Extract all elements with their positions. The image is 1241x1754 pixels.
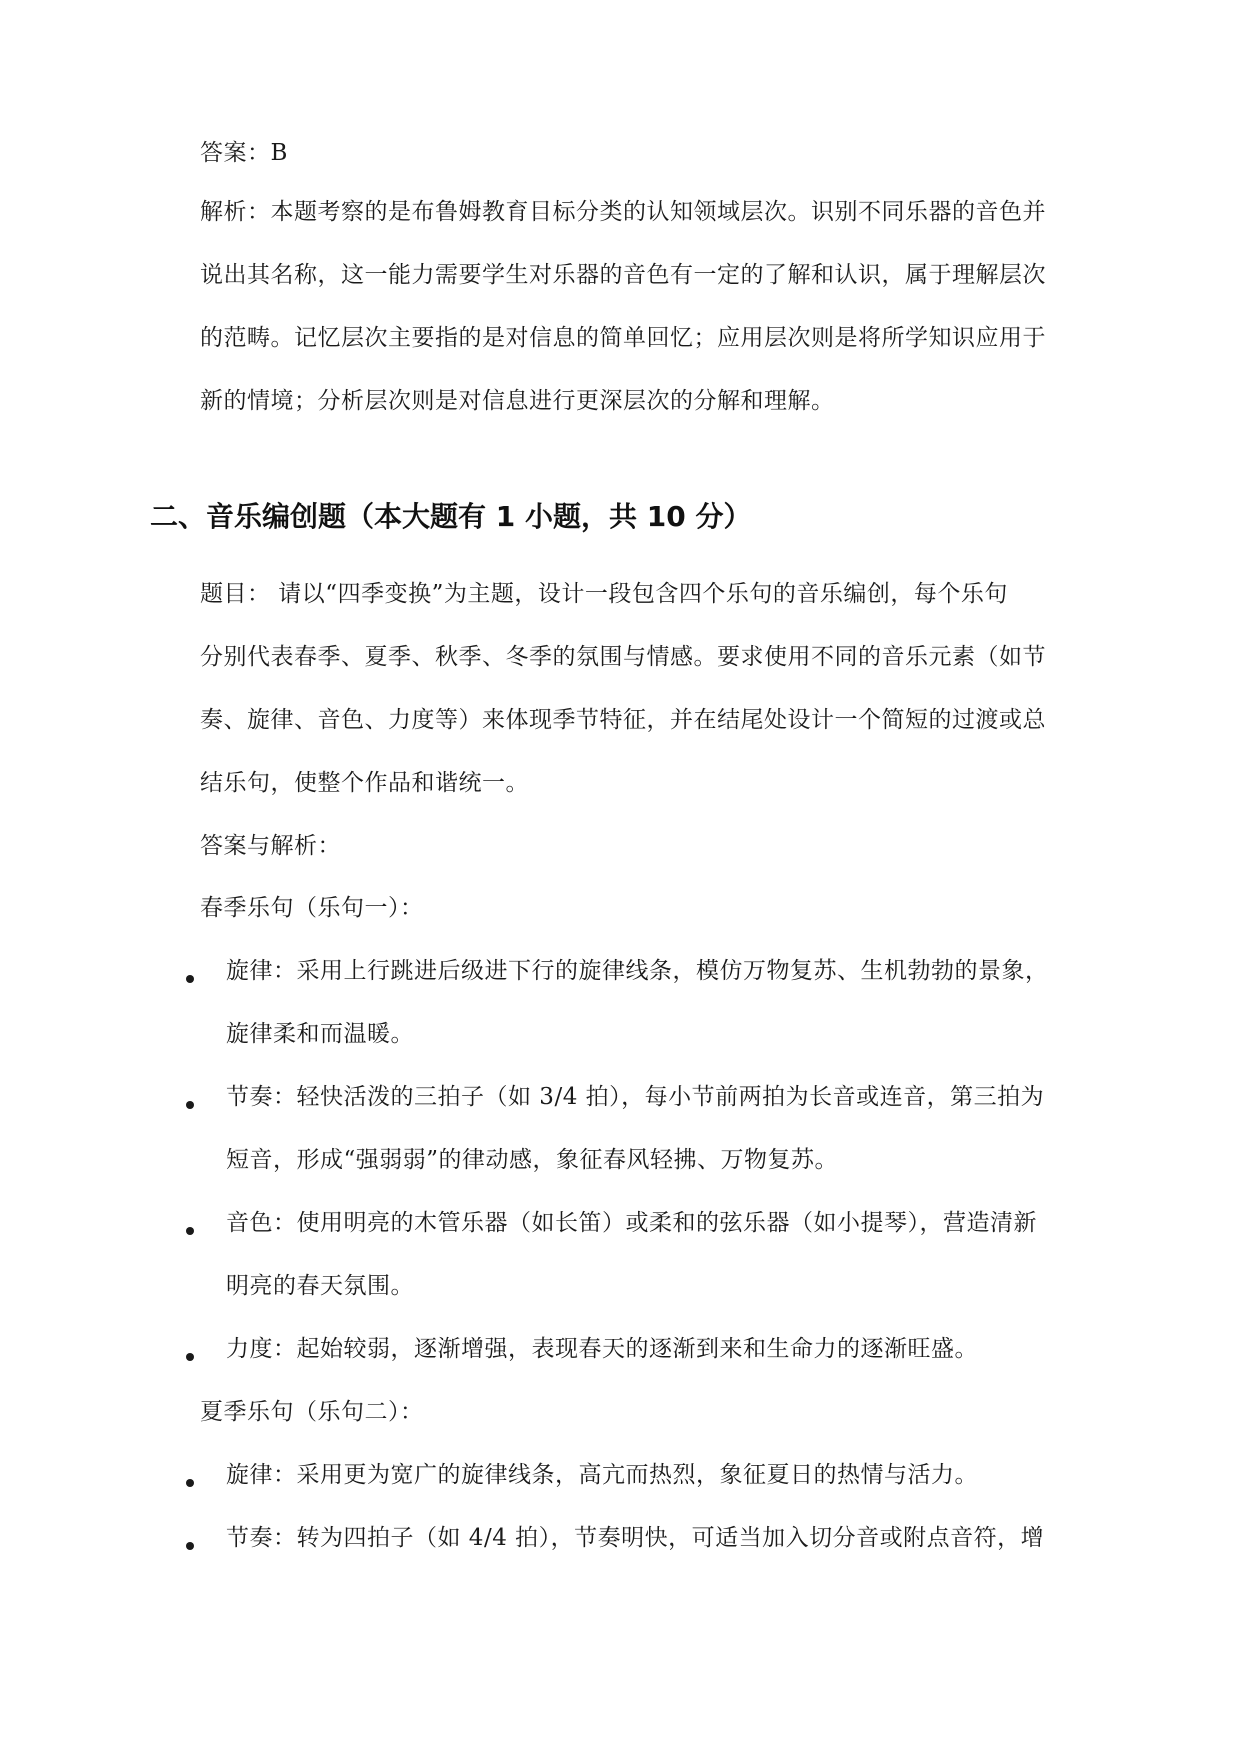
bullet-dot — [186, 1227, 194, 1235]
spring-bullet-text: 音色：使用明亮的木管乐器（如长笛）或柔和的弦乐器（如小提琴），营造清新 — [226, 1210, 1037, 1236]
spring-title: 春季乐句（乐句一）： — [200, 895, 424, 921]
bullet-dot — [186, 1101, 194, 1109]
spring-bullet-text: 短音，形成“强弱弱”的律动感，象征春风轻拂、万物复苏。 — [226, 1147, 839, 1173]
spring-bullet-text: 节奏：轻快活泼的三拍子（如 3/4 拍），每小节前两拍为长音或连音，第三拍为 — [226, 1084, 1045, 1110]
analysis-line: 说出其名称，这一能力需要学生对乐器的音色有一定的了解和认识，属于理解层次 — [200, 262, 1046, 288]
spring-bullet-text: 旋律：采用上行跳进后级进下行的旋律线条，模仿万物复苏、生机勃勃的景象， — [226, 958, 1049, 984]
bullet-dot — [186, 1479, 194, 1487]
analysis-line: 的范畴。记忆层次主要指的是对信息的简单回忆；应用层次则是将所学知识应用于 — [200, 325, 1046, 351]
question-line: 分别代表春季、夏季、秋季、冬季的氛围与情感。要求使用不同的音乐元素（如节 — [200, 644, 1046, 670]
summer-bullet-text: 节奏：转为四拍子（如 4/4 拍），节奏明快，可适当加入切分音或附点音符，增 — [226, 1525, 1045, 1551]
spring-bullet-text: 力度：起始较弱，逐渐增强，表现春天的逐渐到来和生命力的逐渐旺盛。 — [226, 1336, 978, 1362]
question-line: 题目： 请以“四季变换”为主题，设计一段包含四个乐句的音乐编创，每个乐句 — [200, 581, 1008, 607]
question-line: 结乐句，使整个作品和谐统一。 — [200, 770, 529, 796]
answer-label: 答案与解析： — [200, 833, 341, 859]
bullet-dot — [186, 1542, 194, 1550]
question-line: 奏、旋律、音色、力度等）来体现季节特征，并在结尾处设计一个简短的过渡或总 — [200, 707, 1046, 733]
summer-title: 夏季乐句（乐句二）： — [200, 1399, 424, 1425]
answer-line: 答案：B — [200, 140, 288, 166]
analysis-line: 新的情境；分析层次则是对信息进行更深层次的分解和理解。 — [200, 388, 835, 414]
bullet-dot — [186, 1353, 194, 1361]
section-heading: 二、音乐编创题（本大题有 1 小题，共 10 分） — [150, 500, 752, 533]
spring-bullet-text: 旋律柔和而温暖。 — [226, 1021, 414, 1047]
spring-bullet-text: 明亮的春天氛围。 — [226, 1273, 414, 1299]
bullet-dot — [186, 975, 194, 983]
analysis-line: 解析：本题考察的是布鲁姆教育目标分类的认知领域层次。识别不同乐器的音色并 — [200, 199, 1046, 225]
summer-bullet-text: 旋律：采用更为宽广的旋律线条，高亢而热烈，象征夏日的热情与活力。 — [226, 1462, 978, 1488]
